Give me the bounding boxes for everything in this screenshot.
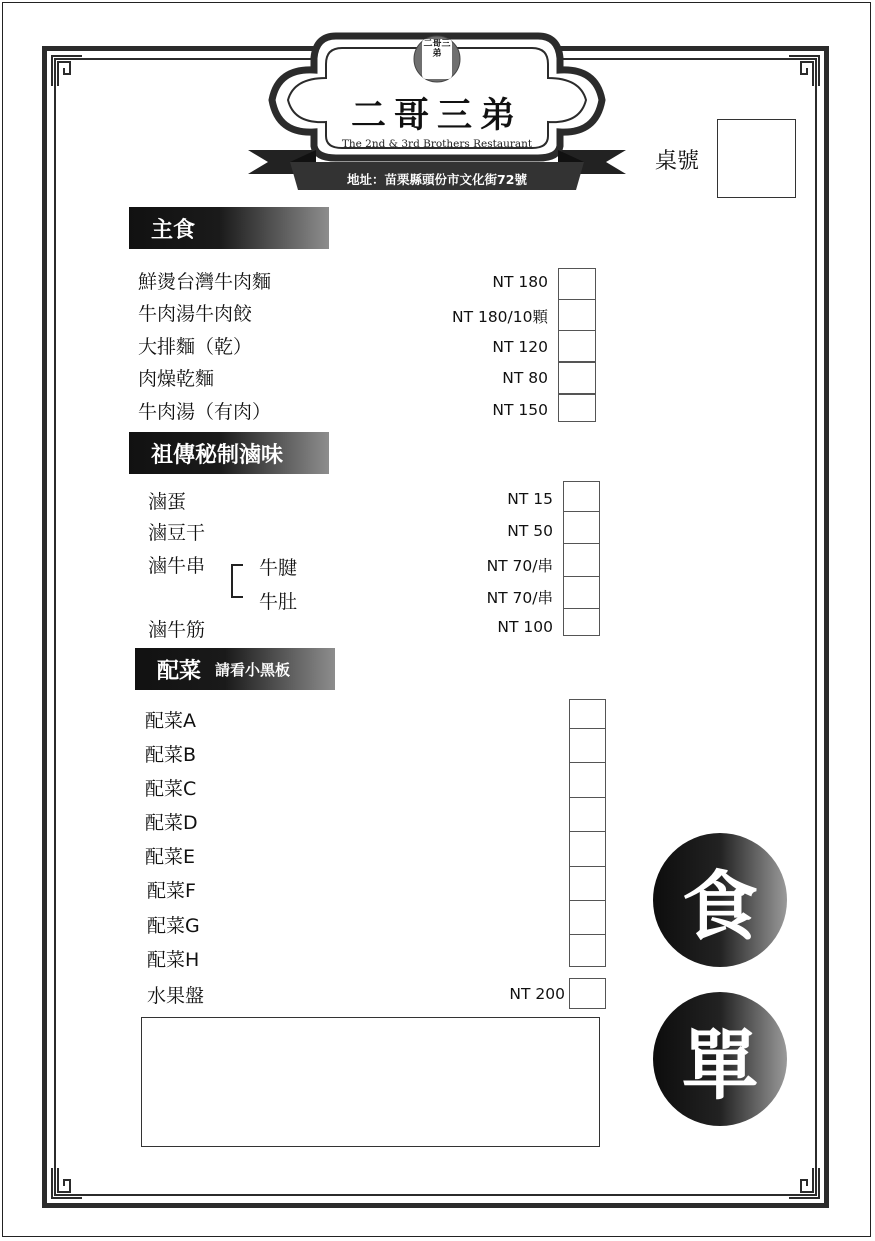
quantity-box[interactable] [563,576,600,609]
menu-circle-char-bottom: 單 [682,1020,758,1110]
quantity-box[interactable] [558,394,596,422]
menu-item-name: 牛肉湯（有肉） [138,401,272,423]
quantity-box[interactable] [569,762,606,798]
menu-circle-bottom [653,992,787,1126]
logo-brush-title: 二哥三弟 [350,95,523,136]
quantity-box[interactable] [558,362,596,394]
quantity-box[interactable] [558,299,596,331]
menu-item-name: 大排麵（乾） [138,336,253,358]
quantity-box[interactable] [569,900,606,935]
side-dish-name: 配菜F [147,880,196,902]
quantity-box[interactable] [563,481,600,512]
menu-item-name: 鮮燙台灣牛肉麵 [138,271,272,293]
section-header-sides [135,648,335,690]
section-header-main [129,207,329,249]
menu-item-price: NT 180/10顆 [451,308,548,326]
bracket-icon [231,564,243,598]
side-dish-name: 配菜A [145,710,196,732]
logo-subtitle-en: The 2nd & 3rd Brothers Restaurant [341,138,533,150]
quantity-box[interactable] [558,268,596,300]
quantity-box[interactable] [563,608,600,636]
corner-ornament-bottom-left [50,1166,84,1200]
side-dish-name: 配菜E [145,846,196,868]
section-title-braised: 祖傳秘制滷味 [151,442,284,468]
side-dish-name: 配菜C [145,778,197,800]
section-header-braised [129,432,329,474]
menu-item-price: NT 150 [492,401,548,419]
menu-item-name: 牛肚 [259,591,298,613]
quantity-box[interactable] [569,978,606,1009]
section-note-sides: 請看小黑板 [215,660,291,679]
menu-circle-top [653,833,787,967]
menu-item-name: 牛腱 [259,557,298,579]
menu-item-price: NT 80 [502,369,548,387]
menu-item-price: NT 180 [492,273,548,291]
menu-item-price: NT 50 [507,522,553,540]
side-dish-name: 配菜B [145,744,197,766]
menu-item-name: 牛肉湯牛肉餃 [138,303,253,325]
menu-item-name: 滷牛筋 [148,619,206,641]
quantity-box[interactable] [569,797,606,832]
fruit-plate-name: 水果盤 [147,985,205,1007]
corner-ornament-top-left [50,54,84,88]
quantity-box[interactable] [563,543,600,577]
notes-box[interactable] [141,1017,600,1147]
table-number-box[interactable] [717,119,796,198]
address-text: 地址：苗栗縣頭份市文化街72號 [347,172,527,187]
menu-item-price: NT 15 [507,490,553,508]
side-dish-name: 配菜H [147,949,200,971]
quantity-box[interactable] [569,728,606,763]
section-title-sides: 配菜 [157,658,202,684]
quantity-box[interactable] [558,330,596,362]
side-dish-name: 配菜D [145,812,198,834]
logo-seal-text: 二哥三弟 [422,39,452,79]
quantity-box[interactable] [569,866,606,901]
menu-item-name: 滷蛋 [148,491,187,513]
menu-item-name: 肉燥乾麵 [138,368,215,390]
menu-item-price: NT 100 [497,618,553,636]
corner-ornament-bottom-right [787,1166,821,1200]
section-title-main: 主食 [151,217,196,243]
logo-badge [246,24,628,194]
fruit-plate-price: NT 200 [509,985,565,1003]
quantity-box[interactable] [569,831,606,867]
table-number-label: 桌號 [655,149,700,174]
corner-ornament-top-right [787,54,821,88]
side-dish-name: 配菜G [147,915,200,937]
menu-item-name: 滷牛串 [148,555,206,577]
menu-item-price: NT 120 [492,338,548,356]
menu-item-price: NT 70/串 [486,589,553,607]
menu-item-price: NT 70/串 [486,557,553,575]
menu-circle-char-top: 食 [682,861,758,951]
quantity-box[interactable] [569,699,606,729]
quantity-box[interactable] [569,934,606,967]
menu-item-name: 滷豆干 [148,522,206,544]
quantity-box[interactable] [563,511,600,544]
